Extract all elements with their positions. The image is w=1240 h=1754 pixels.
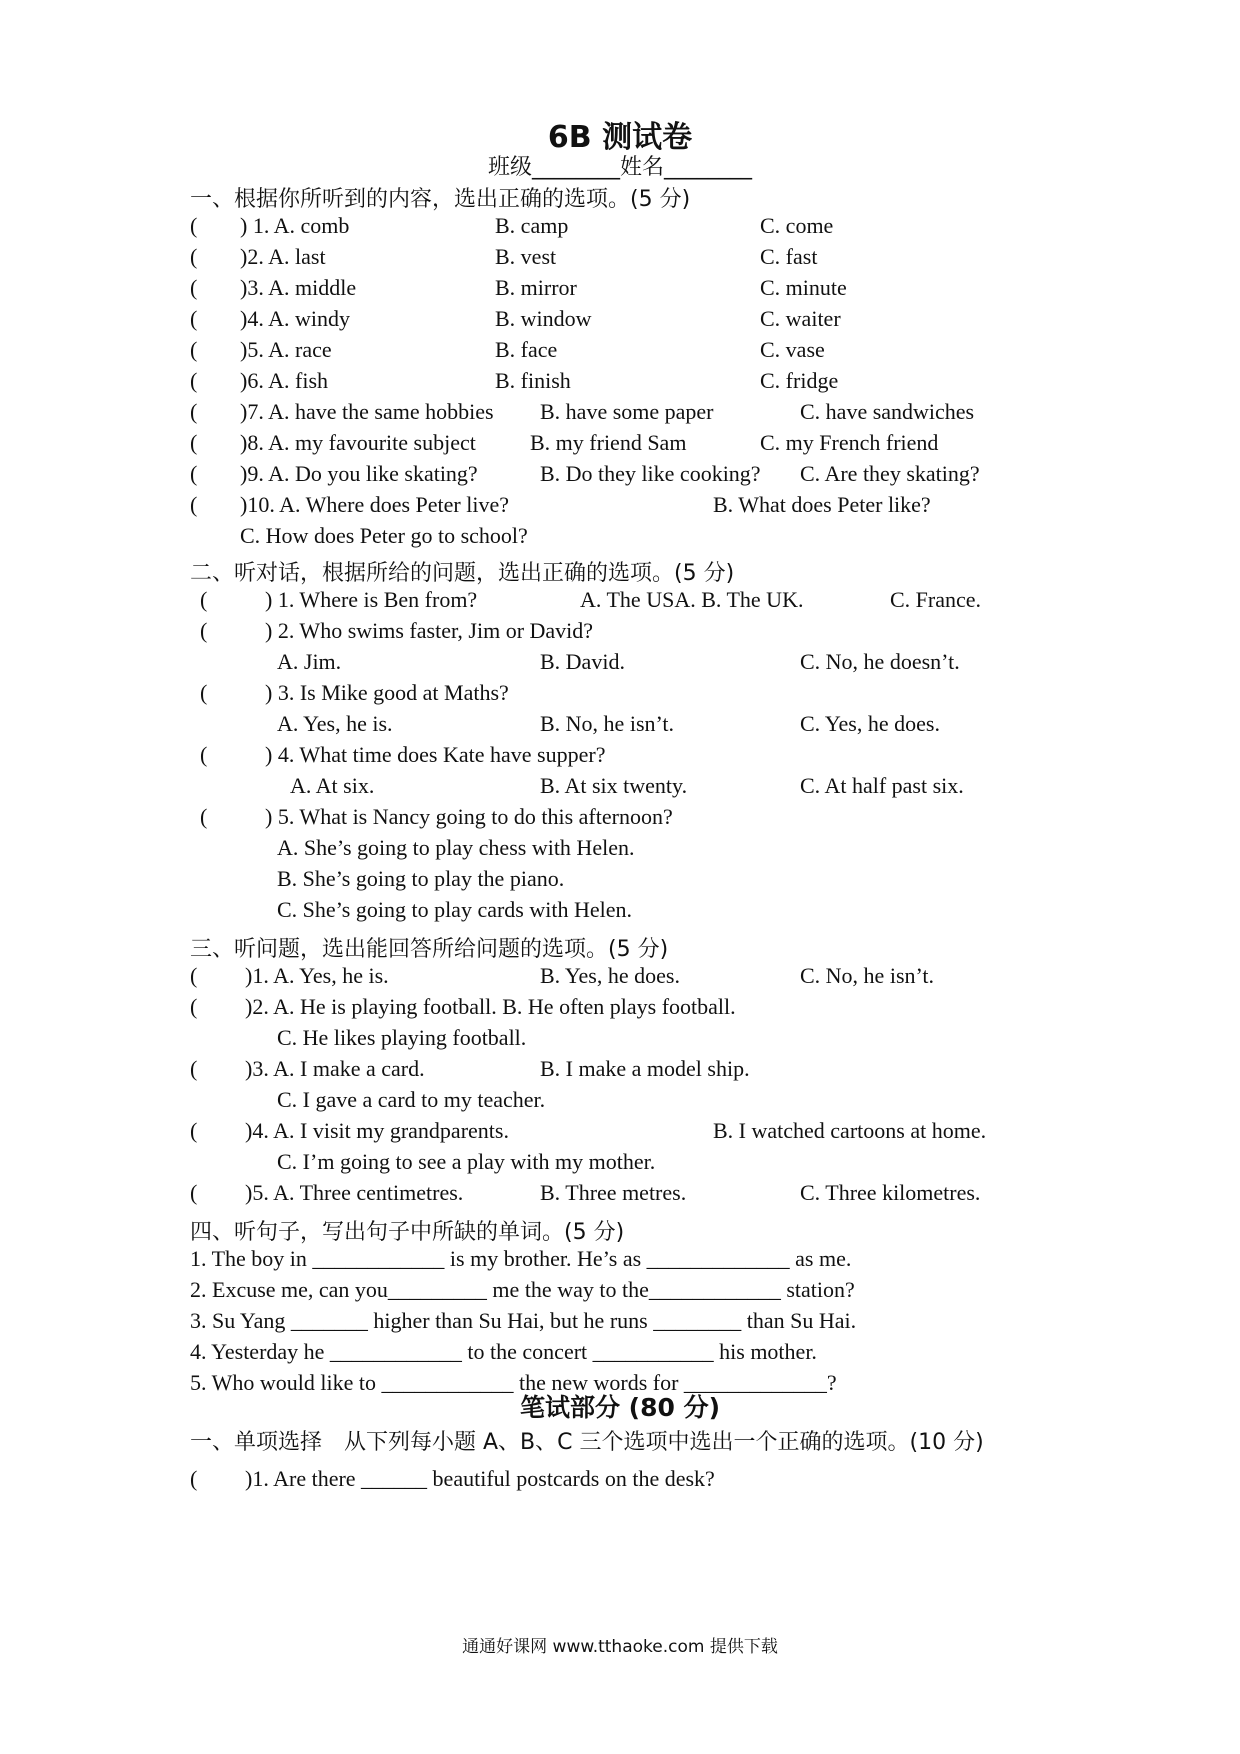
question-row xyxy=(0,742,1240,772)
row-text: C. waiter xyxy=(760,306,841,331)
page-title: 6B 测试卷 xyxy=(547,120,693,155)
row-text: )8. A. my favourite subject xyxy=(240,430,476,455)
row-text: ( xyxy=(190,492,198,517)
row-text: B. mirror xyxy=(495,275,577,300)
fill-blank-sentence xyxy=(0,1277,1240,1307)
row-text: ( xyxy=(190,1056,198,1081)
row-text: A. The USA. B. The UK. xyxy=(580,587,804,612)
row-text: A. Jim. xyxy=(277,649,342,674)
row-text: ) 4. What time does Kate have supper? xyxy=(265,742,606,767)
row-text: ( xyxy=(200,804,208,829)
section-3-heading: 三、听问题，选出能回答所给问题的选项。(5 分) xyxy=(190,937,669,962)
question-row xyxy=(0,275,1240,305)
section-2-heading: 二、听对话，根据所给的问题，选出正确的选项。(5 分) xyxy=(190,561,735,586)
question-row xyxy=(0,523,1240,553)
row-text: B. Three metres. xyxy=(540,1180,687,1205)
row-text: C. I’m going to see a play with my mother. xyxy=(277,1149,656,1174)
row-text: C. vase xyxy=(760,337,825,362)
question-row xyxy=(0,1025,1240,1055)
row-text: )3. A. I make a card. xyxy=(245,1056,425,1081)
question-row xyxy=(0,244,1240,274)
question-row xyxy=(0,1466,1240,1496)
row-text: )6. A. fish xyxy=(240,368,328,393)
written-section-1-heading: 一、单项选择 从下列每小题 A、B、C 三个选项中选出一个正确的选项。(10 分) xyxy=(190,1430,984,1455)
row-text: B. At six twenty. xyxy=(540,773,688,798)
row-text: C. France. xyxy=(890,587,982,612)
row-text: ( xyxy=(190,275,198,300)
row-text: C. He likes playing football. xyxy=(277,1025,527,1050)
question-row xyxy=(0,963,1240,993)
row-text: ( xyxy=(190,994,198,1019)
row-text: )3. A. middle xyxy=(240,275,357,300)
question-row xyxy=(0,1087,1240,1117)
row-text: C. No, he doesn’t. xyxy=(800,649,960,674)
row-text: ( xyxy=(190,430,198,455)
row-text: ( xyxy=(200,587,208,612)
row-text: C. I gave a card to my teacher. xyxy=(277,1087,546,1112)
row-text: ) 1. Where is Ben from? xyxy=(265,587,478,612)
row-text: )5. A. Three centimetres. xyxy=(245,1180,464,1205)
question-row xyxy=(0,1149,1240,1179)
row-text: ( xyxy=(190,368,198,393)
section-4-heading: 四、听句子，写出句子中所缺的单词。(5 分) xyxy=(190,1220,625,1245)
question-row xyxy=(0,587,1240,617)
row-text: ( xyxy=(190,461,198,486)
row-text: C. Are they skating? xyxy=(800,461,980,486)
question-row xyxy=(0,773,1240,803)
fill-blank-sentence xyxy=(0,1339,1240,1369)
row-text: B. What does Peter like? xyxy=(713,492,931,517)
question-row xyxy=(0,897,1240,927)
row-text: A. At six. xyxy=(290,773,375,798)
row-text: ) 5. What is Nancy going to do this afternoon? xyxy=(265,804,673,829)
row-text: )1. A. Yes, he is. xyxy=(245,963,389,988)
question-row xyxy=(0,680,1240,710)
fill-blank-sentence xyxy=(0,1308,1240,1338)
question-row xyxy=(0,430,1240,460)
row-text: ( xyxy=(190,1118,198,1143)
row-text: ( xyxy=(200,742,208,767)
row-text: C. Three kilometres. xyxy=(800,1180,981,1205)
row-text: C. She’s going to play cards with Helen. xyxy=(277,897,633,922)
question-row xyxy=(0,804,1240,834)
question-row xyxy=(0,337,1240,367)
row-text: ) 2. Who swims faster, Jim or David? xyxy=(265,618,594,643)
row-text: B. face xyxy=(495,337,558,362)
row-text: )2. A. last xyxy=(240,244,326,269)
row-text: ( xyxy=(190,399,198,424)
row-text: A. Yes, he is. xyxy=(277,711,393,736)
section-1-heading: 一、根据你所听到的内容，选出正确的选项。(5 分) xyxy=(190,187,691,212)
row-text: C. No, he isn’t. xyxy=(800,963,935,988)
row-text: C. my French friend xyxy=(760,430,939,455)
question-row xyxy=(0,711,1240,741)
row-text: C. fridge xyxy=(760,368,839,393)
footer-source: 通通好课网 www.tthaoke.com 提供下载 xyxy=(462,1637,778,1657)
row-text: )10. A. Where does Peter live? xyxy=(240,492,510,517)
row-text: B. have some paper xyxy=(540,399,714,424)
row-text: B. vest xyxy=(495,244,557,269)
row-text: C. come xyxy=(760,213,834,238)
question-row xyxy=(0,368,1240,398)
question-row xyxy=(0,1180,1240,1210)
row-text: ( xyxy=(190,1180,198,1205)
row-text: ( xyxy=(190,244,198,269)
question-row xyxy=(0,1118,1240,1148)
row-text: C. have sandwiches xyxy=(800,399,975,424)
row-text: B. I watched cartoons at home. xyxy=(713,1118,987,1143)
question-row xyxy=(0,618,1240,648)
row-text: ( xyxy=(190,213,198,238)
row-text: )9. A. Do you like skating? xyxy=(240,461,478,486)
row-text: B. window xyxy=(495,306,592,331)
row-text: ( xyxy=(200,680,208,705)
row-text: B. I make a model ship. xyxy=(540,1056,750,1081)
row-text: 2. Excuse me, can you_________ me the way to the____________ station? xyxy=(190,1277,855,1302)
row-text: )7. A. have the same hobbies xyxy=(240,399,494,424)
row-text: ( xyxy=(190,337,198,362)
question-row xyxy=(0,1056,1240,1086)
row-text: B. She’s going to play the piano. xyxy=(277,866,565,891)
row-text: C. How does Peter go to school? xyxy=(240,523,528,548)
row-text: C. minute xyxy=(760,275,847,300)
row-text: )2. A. He is playing football. B. He often plays football. xyxy=(245,994,736,1019)
row-text: 3. Su Yang _______ higher than Su Hai, but he runs ________ than Su Hai. xyxy=(190,1308,857,1333)
written-part-title: 笔试部分 (80 分) xyxy=(519,1393,721,1422)
row-text: ( xyxy=(190,306,198,331)
row-text: B. finish xyxy=(495,368,571,393)
row-text: 1. The boy in ____________ is my brother. He’s as _____________ as me. xyxy=(190,1246,852,1271)
class-name-line: 班级________姓名________ xyxy=(487,155,752,180)
row-text: C. fast xyxy=(760,244,818,269)
row-text: B. Yes, he does. xyxy=(540,963,680,988)
row-text: B. camp xyxy=(495,213,569,238)
row-text: ( xyxy=(190,963,198,988)
question-row xyxy=(0,994,1240,1024)
row-text: C. Yes, he does. xyxy=(800,711,940,736)
row-text: ) 3. Is Mike good at Maths? xyxy=(265,680,509,705)
question-row xyxy=(0,461,1240,491)
question-row xyxy=(0,649,1240,679)
row-text: B. my friend Sam xyxy=(530,430,687,455)
row-text: ( xyxy=(190,1466,198,1491)
row-text: )4. A. I visit my grandparents. xyxy=(245,1118,509,1143)
row-text: 4. Yesterday he ____________ to the concert ___________ his mother. xyxy=(190,1339,817,1364)
row-text: ) 1. A. comb xyxy=(240,213,350,238)
question-row xyxy=(0,213,1240,243)
row-text: A. She’s going to play chess with Helen. xyxy=(277,835,635,860)
row-text: B. David. xyxy=(540,649,625,674)
row-text: 5. Who would like to ____________ the new words for _____________? xyxy=(190,1370,837,1395)
row-text: C. At half past six. xyxy=(800,773,964,798)
fill-blank-sentence xyxy=(0,1246,1240,1276)
row-text: B. No, he isn’t. xyxy=(540,711,675,736)
row-text: )5. A. race xyxy=(240,337,332,362)
question-row xyxy=(0,866,1240,896)
question-row xyxy=(0,399,1240,429)
row-text: )4. A. windy xyxy=(240,306,350,331)
row-text: )1. Are there ______ beautiful postcards on the desk? xyxy=(245,1466,715,1491)
question-row xyxy=(0,492,1240,522)
row-text: B. Do they like cooking? xyxy=(540,461,761,486)
row-text: ( xyxy=(200,618,208,643)
question-row xyxy=(0,835,1240,865)
question-row xyxy=(0,306,1240,336)
